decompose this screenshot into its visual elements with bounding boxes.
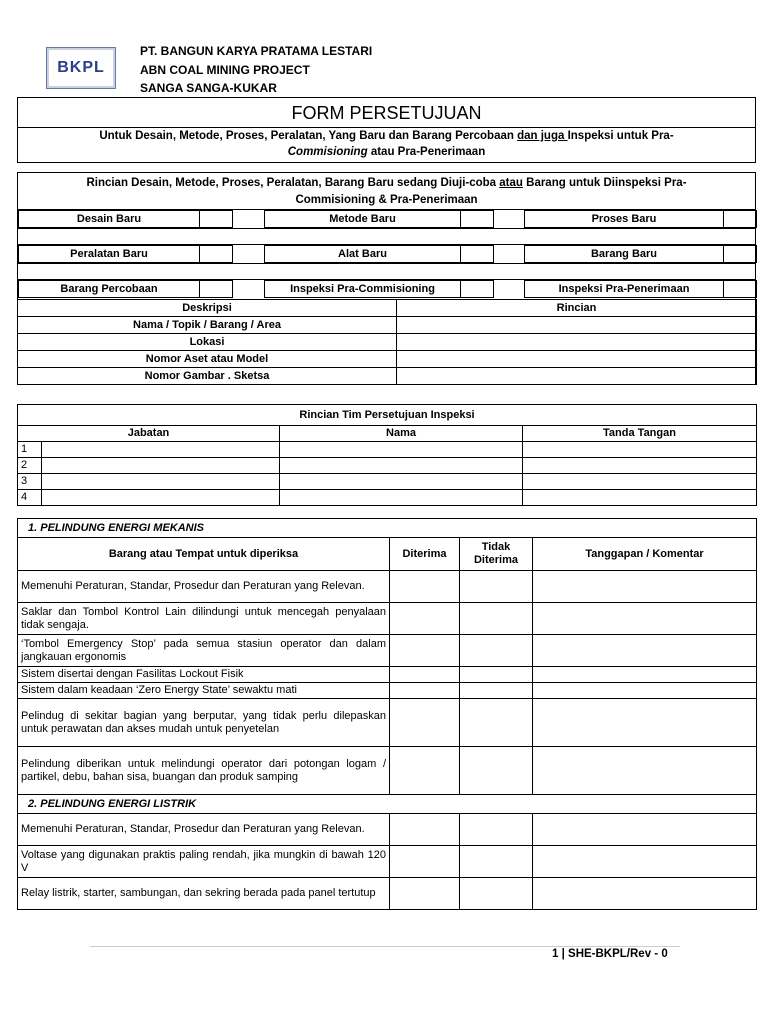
form-subtitle: Untuk Desain, Metode, Proses, Peralatan, Yang Baru dan Barang Percobaan dan juga Inspeksi untuk Pra- Commisioning atau Pra-Penerimaan [99, 130, 674, 158]
document-code: SHE-BKPL/Rev - 0 [568, 948, 668, 960]
rincian-input-lokasi[interactable] [397, 334, 757, 351]
deskripsi-table [17, 299, 757, 385]
col-rincian: Rincian [397, 300, 757, 317]
option-metode-baru: Metode Baru [264, 210, 461, 228]
checkbox-barang-baru[interactable] [723, 245, 757, 263]
rincian-section [17, 172, 756, 385]
checkbox-peralatan-baru[interactable] [199, 245, 233, 263]
checkbox-alat-baru[interactable] [460, 245, 494, 263]
option-desain-baru: Desain Baru [18, 210, 200, 228]
col-item: Barang atau Tempat untuk diperiksa [18, 538, 390, 571]
section2-title: 2. PELINDUNG ENERGI LISTRIK [18, 795, 757, 814]
company-name: PT. BANGUN KARYA PRATAMA LESTARI [140, 44, 373, 58]
table-row: Lokasi [18, 334, 757, 351]
project-location: SANGA SANGA-KUKAR [140, 81, 277, 95]
logo-text: BKPL [57, 59, 105, 76]
option-alat-baru: Alat Baru [264, 245, 461, 263]
table-row: 3 [18, 474, 757, 490]
table-row: Pelindung diberikan untuk melindungi operator dari potongan logam / partikel, debu, bahan sisa, buangan dan produk samping [18, 747, 757, 795]
option-inspeksi-pra-commisioning: Inspeksi Pra-Commisioning [264, 280, 461, 298]
checkbox-metode-baru[interactable] [460, 210, 494, 228]
table-row: Memenuhi Peraturan, Standar, Prosedur dan Peraturan yang Relevan. [18, 571, 757, 603]
table-row: 4 [18, 490, 757, 506]
company-logo [46, 47, 116, 89]
section1-title: 1. PELINDUNG ENERGI MEKANIS [18, 519, 757, 538]
checkbox-desain-baru[interactable] [199, 210, 233, 228]
col-deskripsi: Deskripsi [18, 300, 397, 317]
tim-table [17, 404, 757, 506]
page-footer: 1 | SHE-BKPL/Rev - 0 [552, 948, 668, 960]
col-nama: Nama [280, 426, 523, 442]
col-komentar: Tanggapan / Komentar [533, 538, 757, 571]
table-row: Pelindug di sekitar bagian yang berputar, yang tidak perlu dilepaskan untuk perawatan dan akses mudah untuk penyetelan [18, 699, 757, 747]
table-row: Nomor Gambar . Sketsa [18, 368, 757, 385]
rincian-input-nama[interactable] [397, 317, 757, 334]
checkbox-inspeksi-pra-penerimaan[interactable] [723, 280, 757, 298]
rincian-input-gambar[interactable] [397, 368, 757, 385]
table-row: 1 [18, 442, 757, 458]
tim-heading: Rincian Tim Persetujuan Inspeksi [18, 405, 757, 426]
table-row: Saklar dan Tombol Kontrol Lain dilindungi untuk mencegah penyalaan tidak sengaja. [18, 603, 757, 635]
table-row: Nama / Topik / Barang / Area [18, 317, 757, 334]
option-peralatan-baru: Peralatan Baru [18, 245, 200, 263]
page-number: 1 [552, 948, 559, 960]
rincian-input-aset[interactable] [397, 351, 757, 368]
option-barang-percobaan: Barang Percobaan [18, 280, 200, 298]
table-row: Sistem disertai dengan Fasilitas Lockout Fisik [18, 667, 757, 683]
checklist-table [17, 518, 757, 910]
table-row: Voltase yang digunakan praktis paling rendah, jika mungkin di bawah 120 V [18, 846, 757, 878]
footer-divider [90, 946, 680, 947]
option-proses-baru: Proses Baru [524, 210, 724, 228]
form-title: FORM PERSETUJUAN [18, 101, 755, 128]
table-row: Relay listrik, starter, sambungan, dan sekring berada pada panel tertutup [18, 878, 757, 910]
checkbox-inspeksi-pra-commisioning[interactable] [460, 280, 494, 298]
table-row: 2 [18, 458, 757, 474]
table-row: Sistem dalam keadaan ‘Zero Energy State’ sewaktu mati [18, 683, 757, 699]
col-tanda-tangan: Tanda Tangan [523, 426, 757, 442]
col-diterima: Diterima [390, 538, 460, 571]
col-tidak-diterima: Tidak Diterima [460, 538, 533, 571]
col-jabatan: Jabatan [18, 426, 280, 442]
table-row: Nomor Aset atau Model [18, 351, 757, 368]
table-row: Memenuhi Peraturan, Standar, Prosedur dan Peraturan yang Relevan. [18, 814, 757, 846]
checkbox-proses-baru[interactable] [723, 210, 757, 228]
checkbox-barang-percobaan[interactable] [199, 280, 233, 298]
rincian-heading: Rincian Desain, Metode, Proses, Peralatan, Barang Baru sedang Diuji-coba atau Barang untuk Diinspeksi Pra- Commisioning & Pra-Penerimaan [86, 177, 687, 206]
project-name: ABN COAL MINING PROJECT [140, 63, 310, 77]
table-row: ‘Tombol Emergency Stop’ pada semua stasiun operator dan dalam jangkauan ergonomis [18, 635, 757, 667]
option-barang-baru: Barang Baru [524, 245, 724, 263]
option-inspeksi-pra-penerimaan: Inspeksi Pra-Penerimaan [524, 280, 724, 298]
form-title-box [17, 97, 756, 163]
